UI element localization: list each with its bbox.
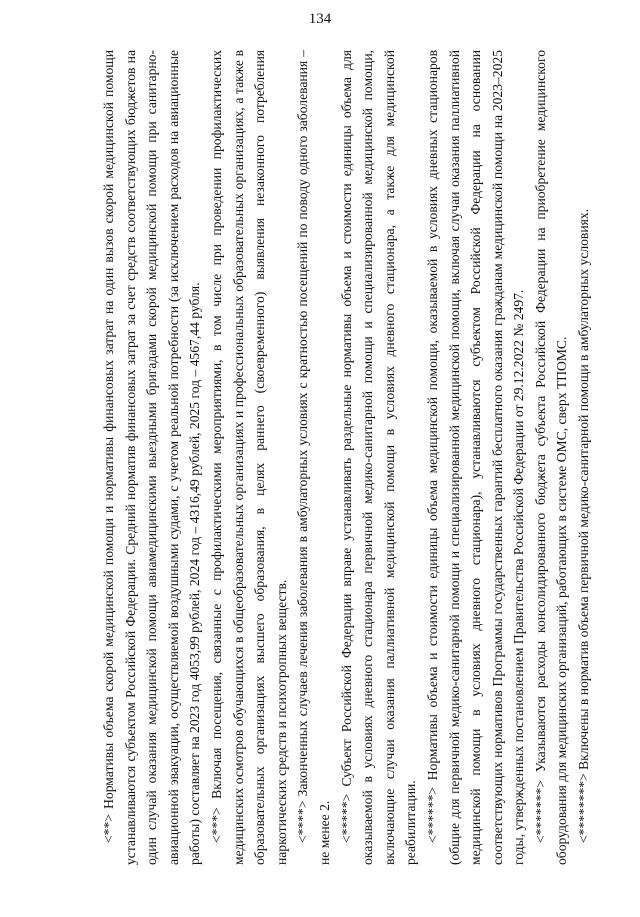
footnote-text: Указываются расходы консолидированного бюджета субъекта Российской Федерации на приобретение медицинского оборудования для медицинских организаций, работающих в системе ОМС, сверх ТПОМС.	[532, 50, 570, 865]
footnote-text: Нормативы объема скорой медицинской помощи и нормативы финансовых затрат на один вызов скорой медицинской помощи устанавливаются субъектом Российской Федерации. Средний норматив финансовых затрат за счет средств соответствующих бюджетов на один случай оказания медицинской помощи авиамедицинскими выездными бригадами скорой медицинской помощи при санитарно-авиационной эвакуации, осуществляемой воздушными судами, с учетом реальной потребности (за исключением расходов на авиационные работы) составляет на 2023 год 4053,99 рублей, 2024 год – 4316,49 рублей, 2025 год – 4567,44 рубля.	[101, 50, 203, 865]
footnote-marker: <**>	[101, 814, 116, 843]
footnote-3	[292, 50, 335, 865]
footnote-marker: <*****>	[338, 793, 354, 843]
footnote-text: Включены в норматив объема первичной медико-санитарной помощи в амбулаторных условиях.	[576, 208, 592, 774]
footnote-5	[422, 50, 530, 865]
footnote-marker: <***>	[208, 807, 224, 843]
footnote-text: Субъект Российской Федерации вправе устанавливать раздельные нормативы объема и стоимости единицы объема для оказываемой в условиях дневного стационара первичной медико-санитарной помощи и специализированной медицинской помощи, включающие случаи оказания паллиативной медицинской помощи в условиях дневного стационара, а также для медицинской реабилитации.	[338, 50, 419, 865]
footnote-text: Нормативы объема и стоимости единицы объема медицинской помощи, оказываемой в условиях дневных стационаров (общие для первичной медико-санитарной помощи и специализированной медицинской помощи, включая случаи оказания паллиативной медицинской помощи в условиях дневного стационара), устанавливаются субъектом Российской Федерации на основании соответствующих нормативов Программы государственных гарантий бесплатного оказания гражданам медицинской помощи на 2023–2025 годы, утвержденных постановлением Правительства Российской Федерации от 29.12.2022 № 2497.	[424, 50, 527, 865]
footnote-marker: <********>	[576, 773, 592, 843]
footnote-2	[206, 50, 292, 865]
page-number: 134	[308, 11, 332, 27]
footnote-1	[98, 50, 206, 865]
footnotes-block	[98, 50, 593, 865]
footnote-7	[573, 50, 595, 865]
footnote-text: Включая посещения, связанные с профилактическими мероприятиями, в том числе при проведении профилактических медицинских осмотров обучающихся в общеобразовательных организациях и профессиональных образовательных организациях, а также в образовательных организациях высшего образования, в целях раннего (своевременного) выявления незаконного потребления наркотических средств и психотропных веществ.	[208, 50, 289, 865]
footnote-marker: <*******>	[532, 780, 548, 843]
footnote-4	[336, 50, 422, 865]
footnote-marker: <******>	[424, 786, 440, 843]
footnote-marker: <****>	[295, 800, 311, 843]
footnote-6	[530, 50, 573, 865]
footnote-text: Законченных случаев лечения заболевания в амбулаторных условиях с кратностью посещений по поводу одного заболевания – не менее 2.	[295, 50, 332, 865]
